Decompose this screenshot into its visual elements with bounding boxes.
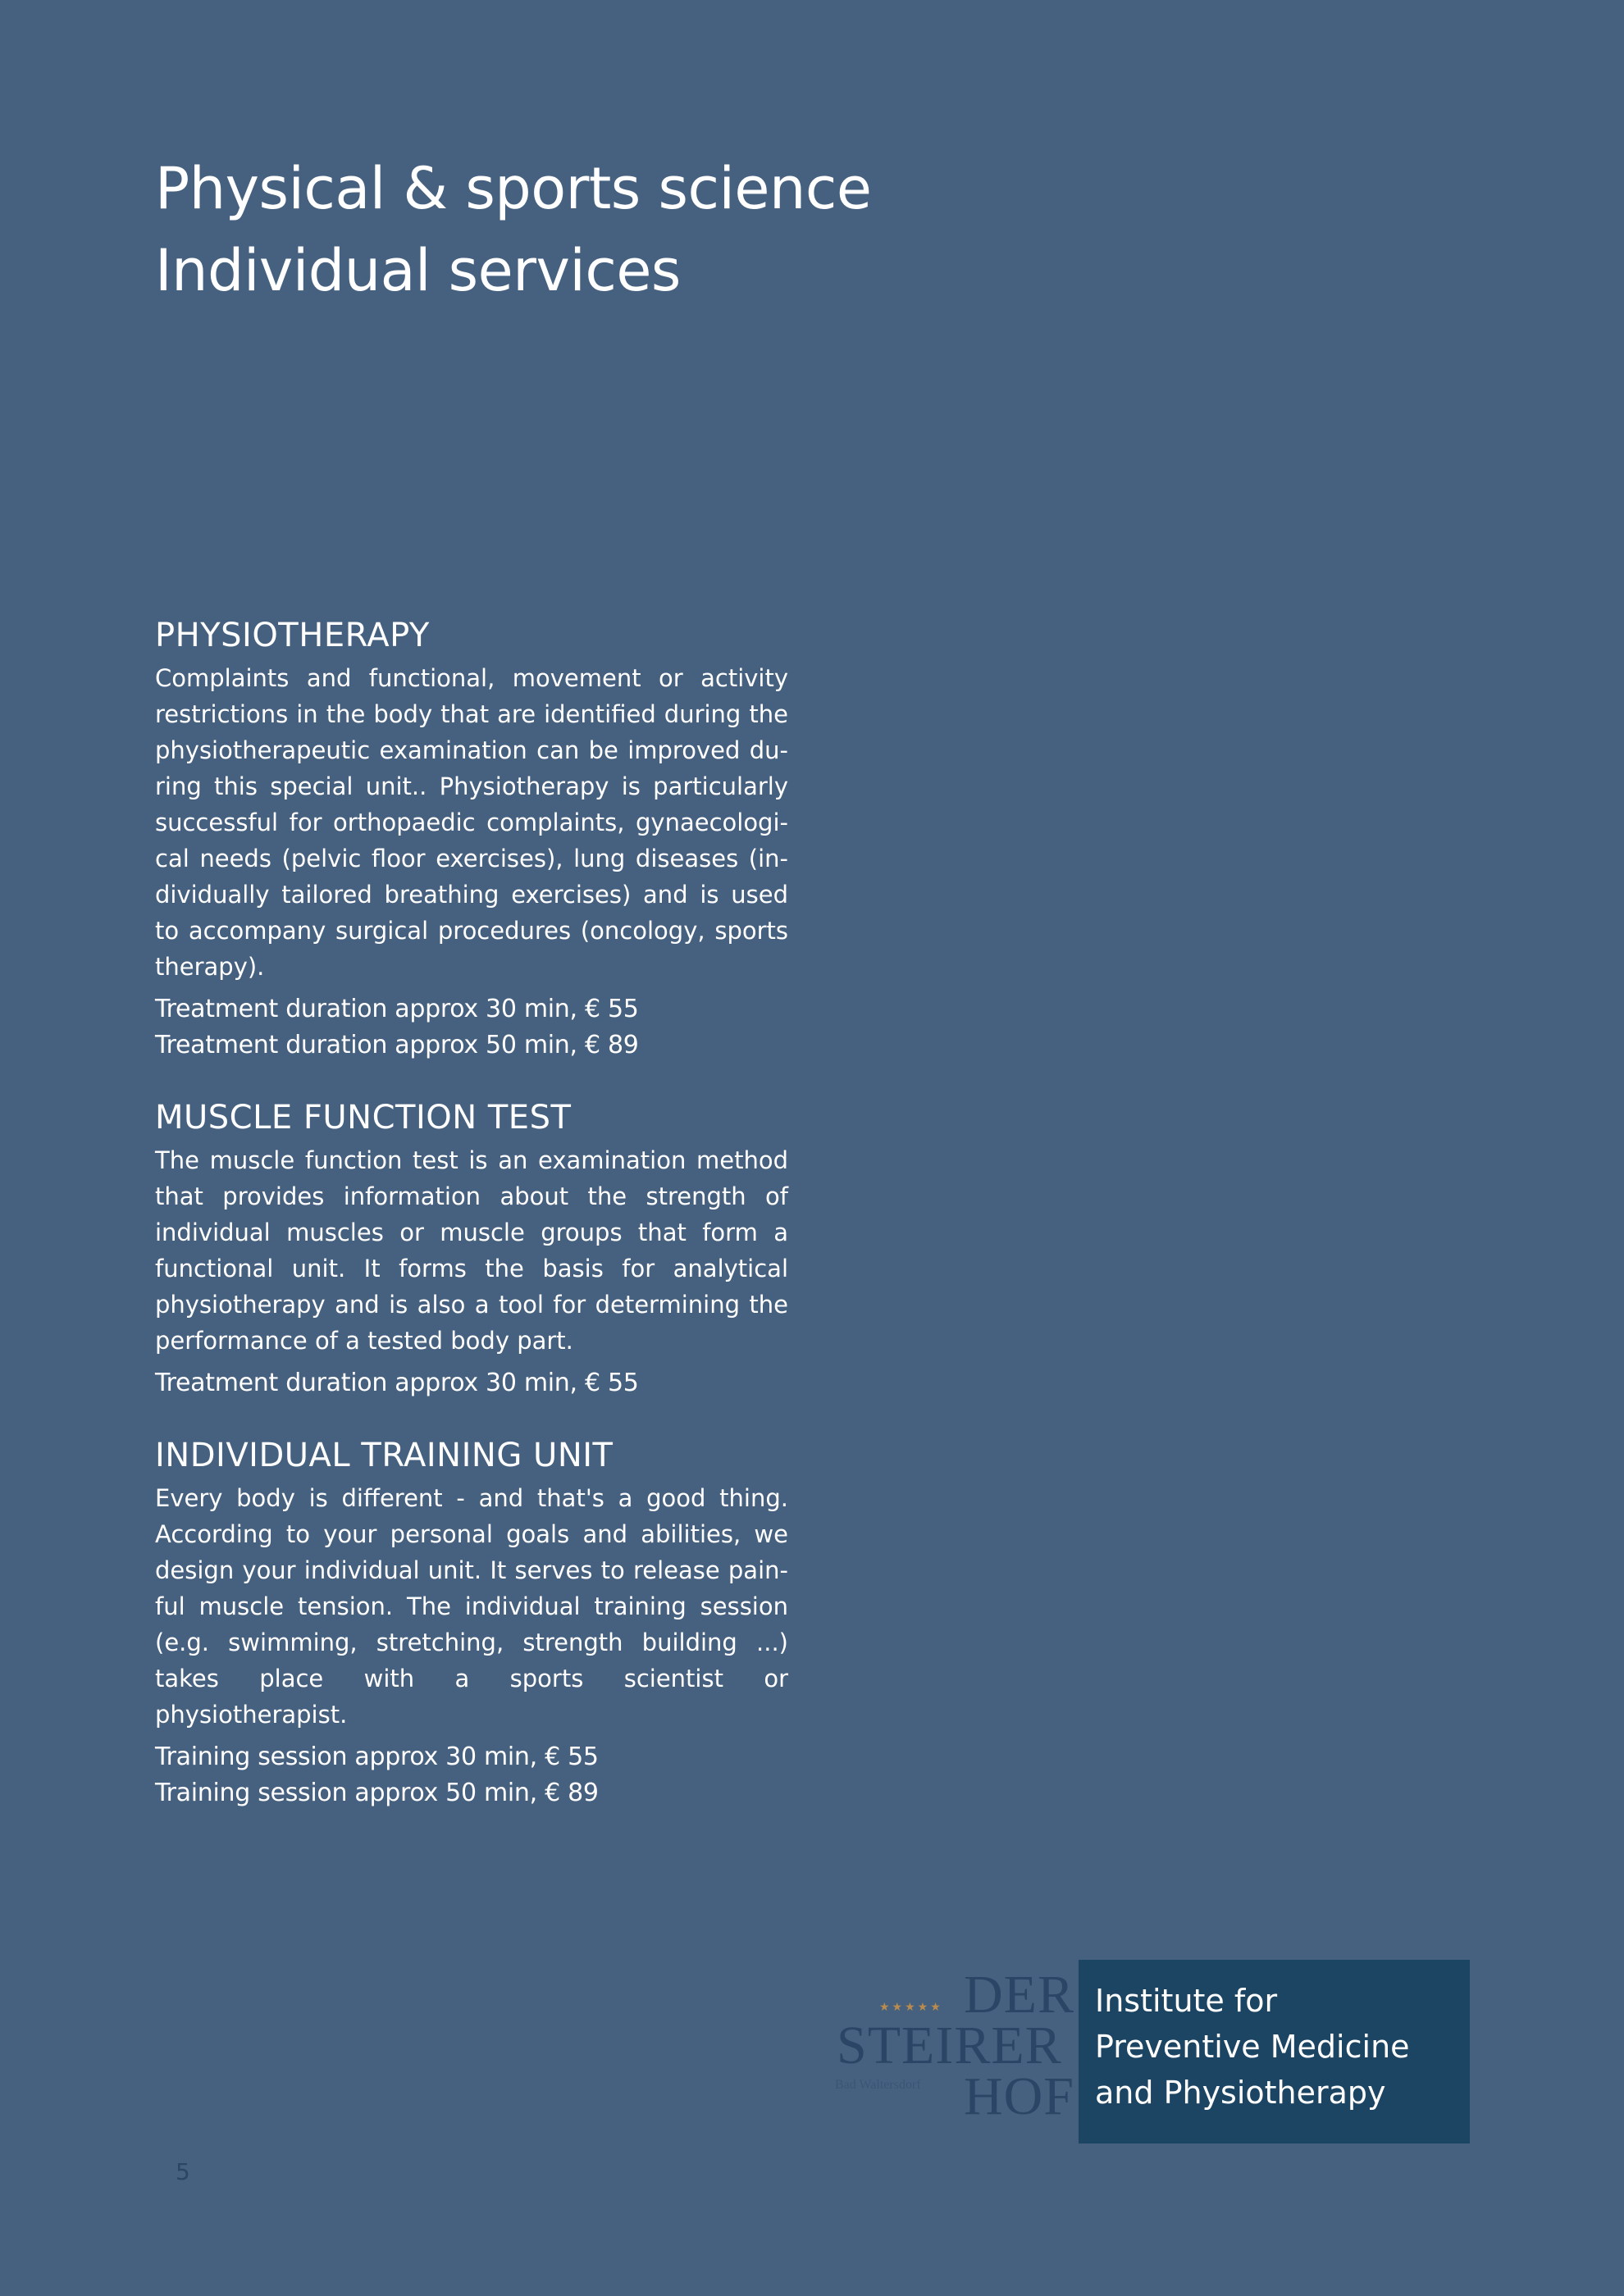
page-number: 5 bbox=[176, 2158, 190, 2185]
price-item: Treatment duration approx 50 min, € 89 bbox=[155, 1031, 639, 1059]
logo-word-steirer: STEIRER bbox=[837, 2016, 1062, 2075]
price-item: Training session approx 50 min, € 89 bbox=[155, 1779, 599, 1807]
section-body: Complaints and functional, movement or activity restrictions in the body that are identified during the physiotherapeutic examination can be improved during this special unit.. Physiotherapy is particularly successful for orthopaedic complaints, gynaecological needs (pelvic floor exercises), lung diseases (individually tailored breathing exercises) and is used to accompany surgical procedures (oncology, sports therapy). bbox=[155, 664, 788, 981]
logo-word-der: DER bbox=[964, 1965, 1074, 2025]
price-list bbox=[155, 1365, 788, 1401]
price-item: Training session approx 30 min, € 55 bbox=[155, 1742, 599, 1771]
price-item: Treatment duration approx 30 min, € 55 bbox=[155, 995, 639, 1023]
price-list bbox=[155, 1739, 788, 1811]
page-title bbox=[155, 148, 871, 312]
logo-word-hof: HOF bbox=[963, 2066, 1074, 2126]
section-heading: PHYSIOTHERAPY bbox=[155, 617, 430, 654]
institute-line-2: Preventive Medicine bbox=[1095, 2029, 1410, 2065]
page-title-line-1: Physical & sports science bbox=[155, 155, 872, 222]
institute-box bbox=[1079, 1960, 1470, 2143]
section-heading: MUSCLE FUNCTION TEST bbox=[155, 1099, 572, 1137]
section-muscle-function-test bbox=[155, 1093, 788, 1401]
section-physiotherapy bbox=[155, 611, 788, 1064]
institute-line-1: Institute for bbox=[1095, 1983, 1278, 2019]
services-list bbox=[155, 611, 788, 1841]
price-item: Treatment duration approx 30 min, € 55 bbox=[155, 1369, 639, 1397]
section-heading: INDIVIDUAL TRAINING UNIT bbox=[155, 1437, 614, 1474]
page-title-line-2: Individual services bbox=[155, 237, 681, 304]
section-body: The muscle function test is an examination method that provides information about the strength of individual muscles or muscle groups that form a functional unit. It forms the basis for analytical physiotherapy and is also a tool for determining the performance of a tested body part. bbox=[155, 1146, 788, 1355]
der-steirerhof-logo bbox=[828, 1966, 1074, 2126]
price-list bbox=[155, 991, 788, 1064]
section-body: Every body is different - and that's a good thing. According to your personal goals and abilities, we design your individual unit. It serves to release painful muscle tension. The individual training session (e.g. swimming, stretching, strength building ...) takes place with a sports scientist or physiotherapist. bbox=[155, 1484, 788, 1729]
institute-line-3: and Physiotherapy bbox=[1095, 2075, 1386, 2111]
stars-icon: ★★★★★ bbox=[879, 2002, 943, 2014]
logo-place: Bad Waltersdorf bbox=[835, 2078, 921, 2092]
section-individual-training-unit bbox=[155, 1431, 788, 1811]
